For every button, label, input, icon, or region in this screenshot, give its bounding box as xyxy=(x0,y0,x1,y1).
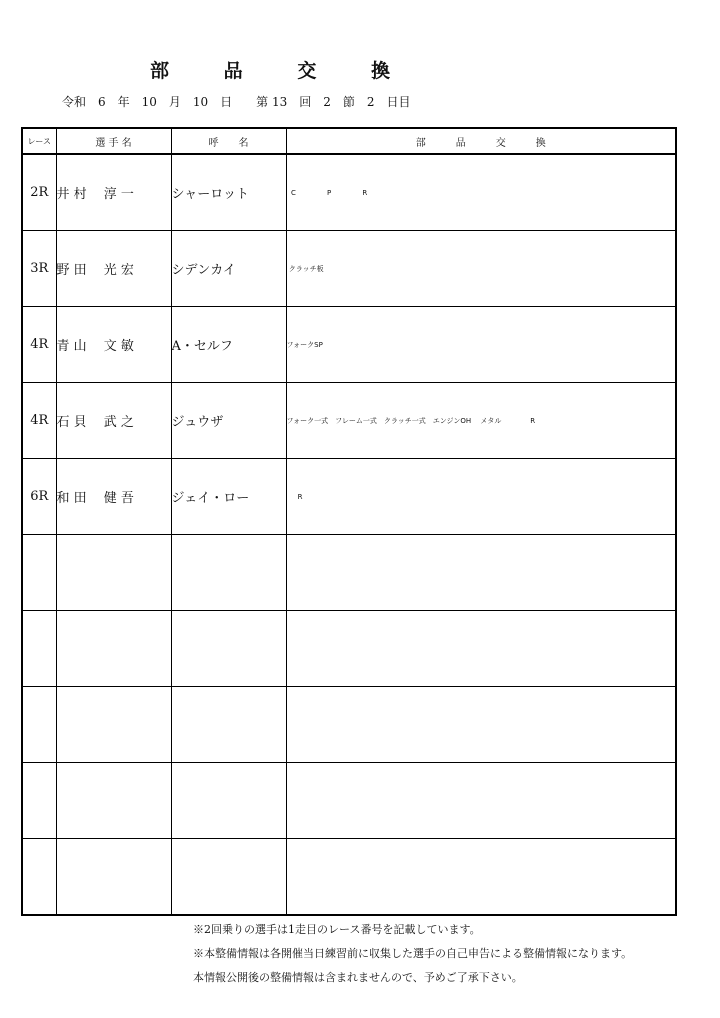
title-char: 交 xyxy=(297,60,317,82)
notes xyxy=(193,918,632,990)
note-line: ※本整備情報は各開催当日練習前に収集した選手の自己申告による整備情報になります。 xyxy=(193,947,633,960)
cell-parts: フォーク一式 フレーム一式 クラッチ一式 エンジンOH メタル R xyxy=(286,383,676,459)
date-line: 令和 6 年 10 月 10 日 第 13 回 2 節 2 日目 xyxy=(62,95,411,109)
note-line: 本情報公開後の整備情報は含まれませんので、予めご了承下さい。 xyxy=(193,971,523,984)
header-race: レース xyxy=(22,128,56,154)
cell-race: 6R xyxy=(22,459,56,535)
cell-race xyxy=(22,611,56,687)
cell-player xyxy=(56,535,171,611)
cell-player xyxy=(56,839,171,916)
table-row xyxy=(22,839,676,916)
cell-player: 和 田 健 吾 xyxy=(56,459,171,535)
cell-nickname: A・セルフ xyxy=(171,307,286,383)
cell-parts xyxy=(286,839,676,916)
cell-nickname xyxy=(171,535,286,611)
cell-player: 井 村 淳 一 xyxy=(56,154,171,231)
cell-parts: R xyxy=(286,459,676,535)
cell-race: 4R xyxy=(22,307,56,383)
cell-player: 青 山 文 敏 xyxy=(56,307,171,383)
cell-parts: クラッチ板 xyxy=(286,231,676,307)
title-char: 部 xyxy=(150,60,170,82)
title-char: 換 xyxy=(370,60,390,82)
cell-parts xyxy=(286,611,676,687)
cell-race xyxy=(22,839,56,916)
cell-parts xyxy=(286,687,676,763)
cell-race: 3R xyxy=(22,231,56,307)
cell-race xyxy=(22,763,56,839)
cell-nickname xyxy=(171,839,286,916)
cell-player: 野 田 光 宏 xyxy=(56,231,171,307)
table-row xyxy=(22,763,676,839)
cell-nickname xyxy=(171,687,286,763)
table-row xyxy=(22,307,676,383)
cell-nickname xyxy=(171,763,286,839)
table-row xyxy=(22,611,676,687)
table-row xyxy=(22,459,676,535)
header-nickname: 呼 名 xyxy=(171,128,286,154)
cell-race xyxy=(22,535,56,611)
cell-player xyxy=(56,763,171,839)
cell-nickname: シャーロット xyxy=(171,154,286,231)
header-player: 選 手 名 xyxy=(56,128,171,154)
table-row xyxy=(22,231,676,307)
header-parts: 部 品 交 換 xyxy=(286,128,676,154)
page-title xyxy=(150,56,390,83)
table-row xyxy=(22,383,676,459)
cell-parts xyxy=(286,535,676,611)
cell-nickname: ジェイ・ロー xyxy=(171,459,286,535)
table-row xyxy=(22,535,676,611)
cell-player xyxy=(56,687,171,763)
table-row xyxy=(22,687,676,763)
cell-parts: フォークSP xyxy=(286,307,676,383)
table-header-row xyxy=(22,128,676,154)
cell-player: 石 貝 武 之 xyxy=(56,383,171,459)
note-line: ※2回乗りの選手は1走目のレース番号を記載しています。 xyxy=(193,923,481,936)
cell-nickname xyxy=(171,611,286,687)
cell-race: 4R xyxy=(22,383,56,459)
cell-race xyxy=(22,687,56,763)
cell-nickname: シデンカイ xyxy=(171,231,286,307)
cell-player xyxy=(56,611,171,687)
title-char: 品 xyxy=(223,60,243,82)
parts-exchange-table xyxy=(21,127,677,916)
cell-parts xyxy=(286,763,676,839)
cell-parts: C P R xyxy=(286,154,676,231)
cell-nickname: ジュウザ xyxy=(171,383,286,459)
cell-race: 2R xyxy=(22,154,56,231)
table-row xyxy=(22,154,676,231)
